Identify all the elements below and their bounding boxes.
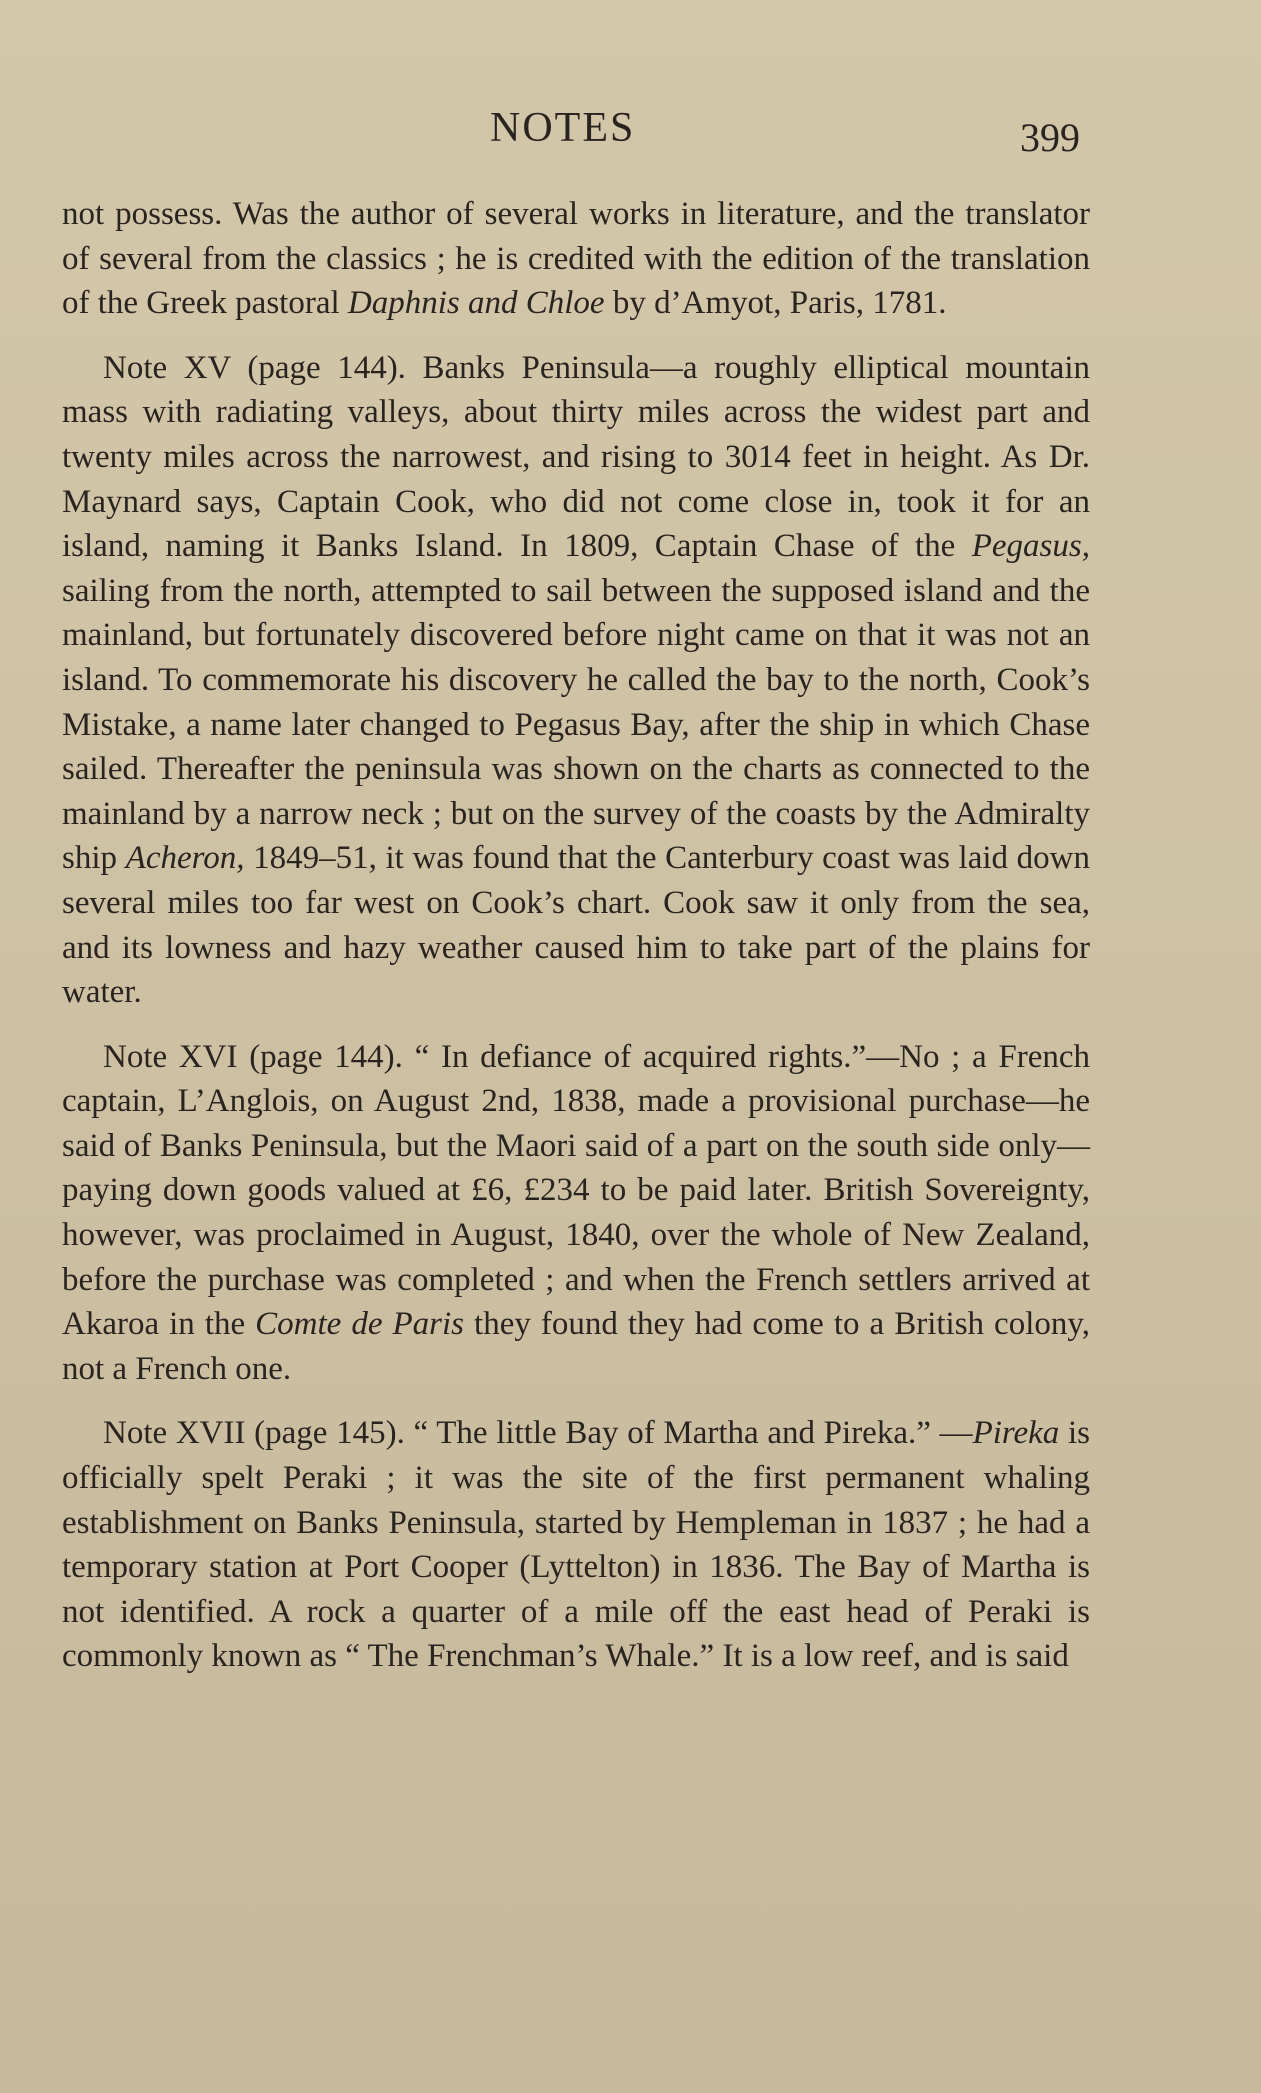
- text-run: they found they had come to a British colony, not a French one.: [62, 1306, 1090, 1387]
- paragraph-continuation: [62, 192, 1090, 326]
- place-name-italic: Pireka: [972, 1415, 1060, 1452]
- book-title-italic: Daphnis and Chloe: [347, 285, 605, 322]
- text-run: 1849–51, it was found that the Canterbury coast was laid down several miles too far west on Cook’s chart. Cook saw it only from the sea, and its lowness and hazy weather caused him to take part of the plains for water.: [62, 840, 1091, 1011]
- text-run: by d’Amyot, Paris, 1781.: [604, 285, 947, 322]
- note-xv: [62, 346, 1090, 1015]
- notes-text: [62, 192, 1090, 1679]
- ship-name-italic: Comte de Paris: [255, 1306, 465, 1343]
- text-run: Note XV (page 144). Banks Peninsula—a roughly elliptical mountain mass with radiating valleys, about thirty miles across the widest part and twenty miles across the narrowest, and rising to 3014 feet in height. As Dr. Maynard says, Captain Cook, who did not come close in, took it for an island, naming it Banks Island. In 1809, Captain Chase of the: [62, 349, 1090, 565]
- note-xvii: [62, 1411, 1090, 1679]
- note-xvi: [62, 1035, 1090, 1392]
- running-head: [0, 104, 1261, 164]
- text-run: sailing from the north, attempted to sail between the supposed island and the mainland, but fortunately discovered before night came on that it was not an island. To commemorate his discovery he called the bay to the north, Cook’s Mistake, a name later changed to Pegasus Bay, after the ship in which Chase sailed. Thereafter the peninsula was shown on the charts as connected to the mainland by a narrow neck ; but on the survey of the coasts by the Admiralty ship: [62, 572, 1090, 877]
- text-run: not possess. Was the author of several works in literature, and the translator of several from the classics ; he is credited with the edition of the translation of the Greek pastoral: [62, 196, 1090, 322]
- header-title: NOTES: [490, 105, 636, 151]
- text-run: Note XVI (page 144). “ In defiance of acquired rights.”—No ; a French captain, L’Anglois, on August 2nd, 1838, made a provisional purchase—he said of Banks Peninsula, but the Maori said of a part on the south side only—paying down goods valued at £6, £234 to be paid later. British Sovereignty, however, was proclaimed in August, 1840, over the whole of New Zealand, before the purchase was completed ; and when the French settlers arrived at Akaroa in the: [62, 1038, 1090, 1343]
- text-run: Note XVII (page 145). “ The little Bay of Martha and Pireka.” —: [103, 1415, 973, 1452]
- text-run: is officially spelt Peraki ; it was the site of the first permanent whaling establishment on Banks Peninsula, started by Hempleman in 1837 ; he had a temporary station at Port Cooper (Lyttelton) in 1836. The Bay of Martha is not identified. A rock a quarter of a mile off the east head of Peraki is commonly known as “ The Frenchman’s Whale.” It is a low reef, and is said: [62, 1415, 1090, 1675]
- ship-name-italic: Pegasus,: [971, 528, 1090, 565]
- ship-name-italic: Acheron,: [125, 840, 245, 877]
- page-number: 399: [1020, 115, 1080, 160]
